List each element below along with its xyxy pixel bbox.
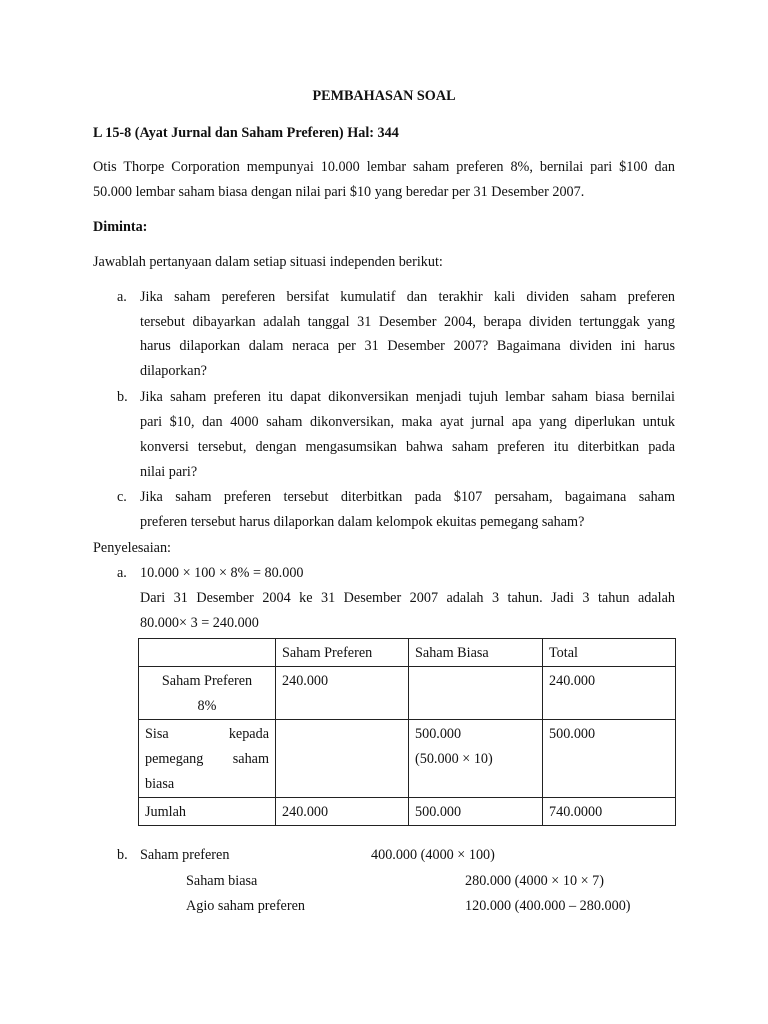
table-header-cell: Total: [543, 639, 676, 667]
journal-value: 120.000 (400.000 – 280.000): [465, 898, 631, 914]
intro-line: Otis Thorpe Corporation mempunyai 10.000 lembar saham preferen 8%, bernilai pari $100 dan: [93, 159, 675, 175]
answer-a-explanation: 80.000× 3 = 240.000: [140, 615, 259, 631]
table-cell: [409, 720, 543, 798]
instruction-text: Jawablah pertanyaan dalam setiap situasi independen berikut:: [93, 254, 443, 270]
table-header-cell: [139, 639, 276, 667]
answer-marker: a.: [117, 565, 127, 581]
table-row-label: [139, 720, 276, 798]
row-label-line: [145, 722, 269, 747]
diminta-label: Diminta:: [93, 219, 148, 235]
journal-account: Agio saham preferen: [186, 898, 305, 914]
intro-line: 50.000 lembar saham biasa dengan nilai pari $10 yang beredar per 31 Desember 2007.: [93, 184, 585, 200]
dividend-table: [138, 638, 676, 826]
question-line: nilai pari?: [140, 464, 198, 480]
question-line: harus dilaporkan dalam neraca per 31 Desember 2007? Bagaimana dividen ini harus: [140, 338, 675, 354]
row-label-word: kepada: [228, 726, 269, 742]
question-marker: a.: [117, 289, 127, 305]
row-label-line: Saham Preferen: [161, 673, 253, 689]
table-header-row: [139, 639, 676, 667]
table-header-cell: Saham Biasa: [409, 639, 543, 667]
question-line: pari $10, dan 4000 saham dikonversikan, maka ayat jurnal apa yang diperlukan untuk: [140, 414, 675, 430]
journal-account: Saham biasa: [186, 873, 258, 889]
answer-marker: b.: [117, 847, 128, 863]
table-cell: 240.000: [543, 667, 676, 720]
row-label-line: biasa: [145, 776, 175, 792]
row-label-word: Sisa: [145, 726, 169, 742]
journal-value: 400.000 (4000 × 100): [371, 847, 495, 863]
journal-account: Saham preferen: [140, 847, 230, 863]
table-row: [139, 720, 676, 798]
row-label-line: 8%: [197, 698, 217, 714]
table-cell: 240.000: [276, 667, 409, 720]
table-header-cell: Saham Preferen: [276, 639, 409, 667]
answer-a-calculation: 10.000 × 100 × 8% = 80.000: [140, 565, 304, 581]
question-marker: b.: [117, 389, 128, 405]
question-line: tersebut dibayarkan adalah tanggal 31 Desember 2004, berapa dividen tertunggak yang: [140, 314, 675, 330]
question-line: konversi tersebut, dengan mengasumsikan bahwa saham preferen itu diterbitkan pada: [140, 439, 675, 455]
row-label-word: pemegang: [145, 751, 204, 767]
table-cell: 500.000: [543, 720, 676, 798]
cell-line: (50.000 × 10): [415, 751, 493, 767]
cell-line: 500.000: [415, 726, 462, 742]
table-row: [139, 667, 676, 720]
table-cell: 500.000: [409, 798, 543, 826]
question-line: Jika saham preferen tersebut diterbitkan pada $107 persaham, bagaimana saham: [140, 489, 675, 505]
row-label-line: [145, 747, 269, 772]
page-title: PEMBAHASAN SOAL: [312, 88, 456, 104]
question-line: Jika saham preferen itu dapat dikonversikan menjadi tujuh lembar saham biasa bernilai: [140, 389, 675, 405]
question-line: preferen tersebut harus dilaporkan dalam kelompok ekuitas pemegang saham?: [140, 514, 585, 530]
journal-value: 280.000 (4000 × 10 × 7): [465, 873, 604, 889]
answer-a-explanation: Dari 31 Desember 2004 ke 31 Desember 2007 adalah 3 tahun. Jadi 3 tahun adalah: [140, 590, 675, 606]
table-cell: 240.000: [276, 798, 409, 826]
question-line: Jika saham pereferen bersifat kumulatif dan terakhir kali dividen saham preferen: [140, 289, 675, 305]
table-row: [139, 798, 676, 826]
question-marker: c.: [117, 489, 127, 505]
problem-heading: L 15-8 (Ayat Jurnal dan Saham Preferen) Hal: 344: [93, 125, 399, 141]
table-cell: 740.0000: [543, 798, 676, 826]
row-label-word: saham: [232, 751, 269, 767]
table-cell: [276, 720, 409, 798]
table-row-label: Jumlah: [139, 798, 276, 826]
table-row-label: [139, 667, 276, 720]
question-line: dilaporkan?: [140, 363, 207, 379]
penyelesaian-label: Penyelesaian:: [93, 540, 172, 556]
table-cell: [409, 667, 543, 720]
